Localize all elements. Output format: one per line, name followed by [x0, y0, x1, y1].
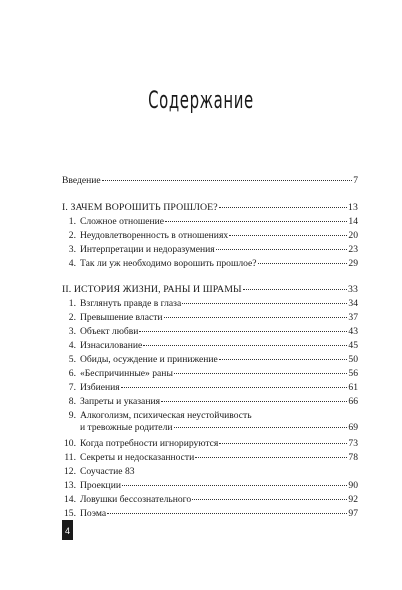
- entry-page: 20: [348, 230, 358, 241]
- entry-number: 14.: [64, 494, 76, 505]
- entry-text: Обиды, осуждение и принижение: [80, 354, 218, 365]
- dot-leader: [219, 443, 347, 444]
- entry-page: 14: [348, 216, 358, 227]
- entry-page: 33: [348, 284, 358, 295]
- entry-page: 50: [348, 354, 358, 365]
- entry-text: Превышение власти: [80, 312, 163, 323]
- entry-text: Алкоголизм, психическая неустойчивость: [80, 410, 252, 421]
- entry-text: Сложное отношение: [80, 216, 165, 227]
- entry-page: 56: [348, 368, 358, 379]
- entry-number: 4.: [68, 258, 76, 269]
- toc-entry[interactable]: [62, 410, 358, 434]
- toc-section-2[interactable]: [62, 284, 358, 296]
- dot-leader: [195, 457, 347, 458]
- toc-entry[interactable]: [62, 438, 358, 450]
- entry-page: 7: [353, 175, 358, 186]
- dot-leader: [182, 303, 347, 304]
- entry-number: 2.: [68, 230, 76, 241]
- dot-leader: [174, 427, 348, 428]
- entry-page: 90: [348, 480, 358, 491]
- toc-entry[interactable]: [62, 312, 358, 324]
- entry-text: Так ли уж необходимо ворошить прошлое?: [80, 258, 257, 269]
- entry-text: Запреты и указания: [80, 396, 160, 407]
- dot-leader: [102, 180, 353, 181]
- page-number-badge: 4: [62, 520, 73, 540]
- entry-number: 1.: [68, 216, 76, 227]
- toc-entry[interactable]: [62, 494, 358, 506]
- dot-leader: [164, 317, 348, 318]
- toc-entry[interactable]: [62, 216, 358, 228]
- toc-entry[interactable]: [62, 354, 358, 366]
- toc-entry[interactable]: [62, 298, 358, 310]
- dot-leader: [174, 373, 348, 374]
- entry-number: 7.: [68, 382, 76, 393]
- entry-number: 15.: [64, 508, 76, 519]
- entry-page: 66: [348, 396, 358, 407]
- entry-text: Избиения: [80, 382, 120, 393]
- dot-leader: [107, 513, 347, 514]
- entry-text: Секреты и недосказанности: [80, 452, 195, 463]
- entry-text: Изнасилование: [80, 340, 143, 351]
- dot-leader: [216, 249, 348, 250]
- toc-entry[interactable]: [62, 340, 358, 352]
- section-number: II.: [62, 284, 72, 295]
- entry-page: 34: [348, 298, 358, 309]
- section-title: ЗАЧЕМ ВОРОШИТЬ ПРОШЛОЕ?: [70, 202, 218, 213]
- entry-page: 78: [348, 452, 358, 463]
- toc-entry[interactable]: [62, 230, 358, 242]
- toc-entry-intro[interactable]: [62, 175, 358, 187]
- entry-page: 92: [348, 494, 358, 505]
- entry-number: 2.: [68, 312, 76, 323]
- dot-leader: [121, 387, 348, 388]
- toc-entry[interactable]: [62, 396, 358, 408]
- toc-entry[interactable]: [62, 368, 358, 380]
- entry-number: 3.: [68, 326, 76, 337]
- entry-page: 13: [348, 202, 358, 213]
- dot-leader: [139, 331, 347, 332]
- entry-page: 61: [348, 382, 358, 393]
- entry-text: Поэма: [80, 508, 107, 519]
- dot-leader: [192, 499, 347, 500]
- toc-entry[interactable]: [62, 326, 358, 338]
- entry-text: Интерпретации и недоразумения: [80, 244, 215, 255]
- entry-number: 12.: [64, 466, 76, 477]
- page-title: Содержание: [148, 86, 254, 114]
- entry-text: Соучастие 83: [80, 466, 135, 477]
- entry-text: Взглянуть правде в глаза: [80, 298, 182, 309]
- entry-page: 37: [348, 312, 358, 323]
- entry-number: 4.: [68, 340, 76, 351]
- toc-entry[interactable]: [62, 452, 358, 464]
- entry-number: 3.: [68, 244, 76, 255]
- entry-page: 69: [348, 422, 358, 433]
- dot-leader: [243, 289, 347, 290]
- entry-number: 1.: [68, 298, 76, 309]
- entry-text: Когда потребности игнорируются: [80, 438, 219, 449]
- entry-page: 23: [348, 244, 358, 255]
- dot-leader: [143, 345, 347, 346]
- entry-page: 29: [348, 258, 358, 269]
- toc-entry[interactable]: [62, 382, 358, 394]
- entry-number: 10.: [64, 438, 76, 449]
- dot-leader: [161, 401, 347, 402]
- entry-page: 97: [348, 508, 358, 519]
- toc-entry[interactable]: [62, 480, 358, 492]
- toc-section-1[interactable]: [62, 202, 358, 214]
- dot-leader: [258, 263, 348, 264]
- entry-text-continued: и тревожные родители: [80, 422, 173, 433]
- entry-page: 73: [348, 438, 358, 449]
- entry-number: 13.: [64, 480, 76, 491]
- section-title: ИСТОРИЯ ЖИЗНИ, РАНЫ И ШРАМЫ: [73, 284, 242, 295]
- entry-number: 8.: [68, 396, 76, 407]
- entry-text: Проекции: [80, 480, 121, 491]
- dot-leader: [122, 485, 347, 486]
- dot-leader: [165, 221, 347, 222]
- entry-number: 5.: [68, 354, 76, 365]
- entry-number: 11.: [64, 452, 76, 463]
- section-number: I.: [62, 202, 68, 213]
- entry-page: 45: [348, 340, 358, 351]
- toc-entry[interactable]: [62, 508, 358, 520]
- entry-text: Ловушки бессознательного: [80, 494, 192, 505]
- entry-number: 9.: [68, 410, 76, 421]
- toc-entry[interactable]: [62, 466, 358, 478]
- toc-entry[interactable]: [62, 258, 358, 270]
- entry-text: «Беспричинные» раны: [80, 368, 173, 379]
- entry-text: Введение: [62, 175, 101, 186]
- dot-leader: [219, 359, 348, 360]
- dot-leader: [229, 235, 347, 236]
- entry-text: Неудовлетворенность в отношениях: [80, 230, 229, 241]
- toc-entry[interactable]: [62, 244, 358, 256]
- dot-leader: [219, 207, 347, 208]
- entry-text: Объект любви: [80, 326, 139, 337]
- entry-number: 6.: [68, 368, 76, 379]
- entry-page: 43: [348, 326, 358, 337]
